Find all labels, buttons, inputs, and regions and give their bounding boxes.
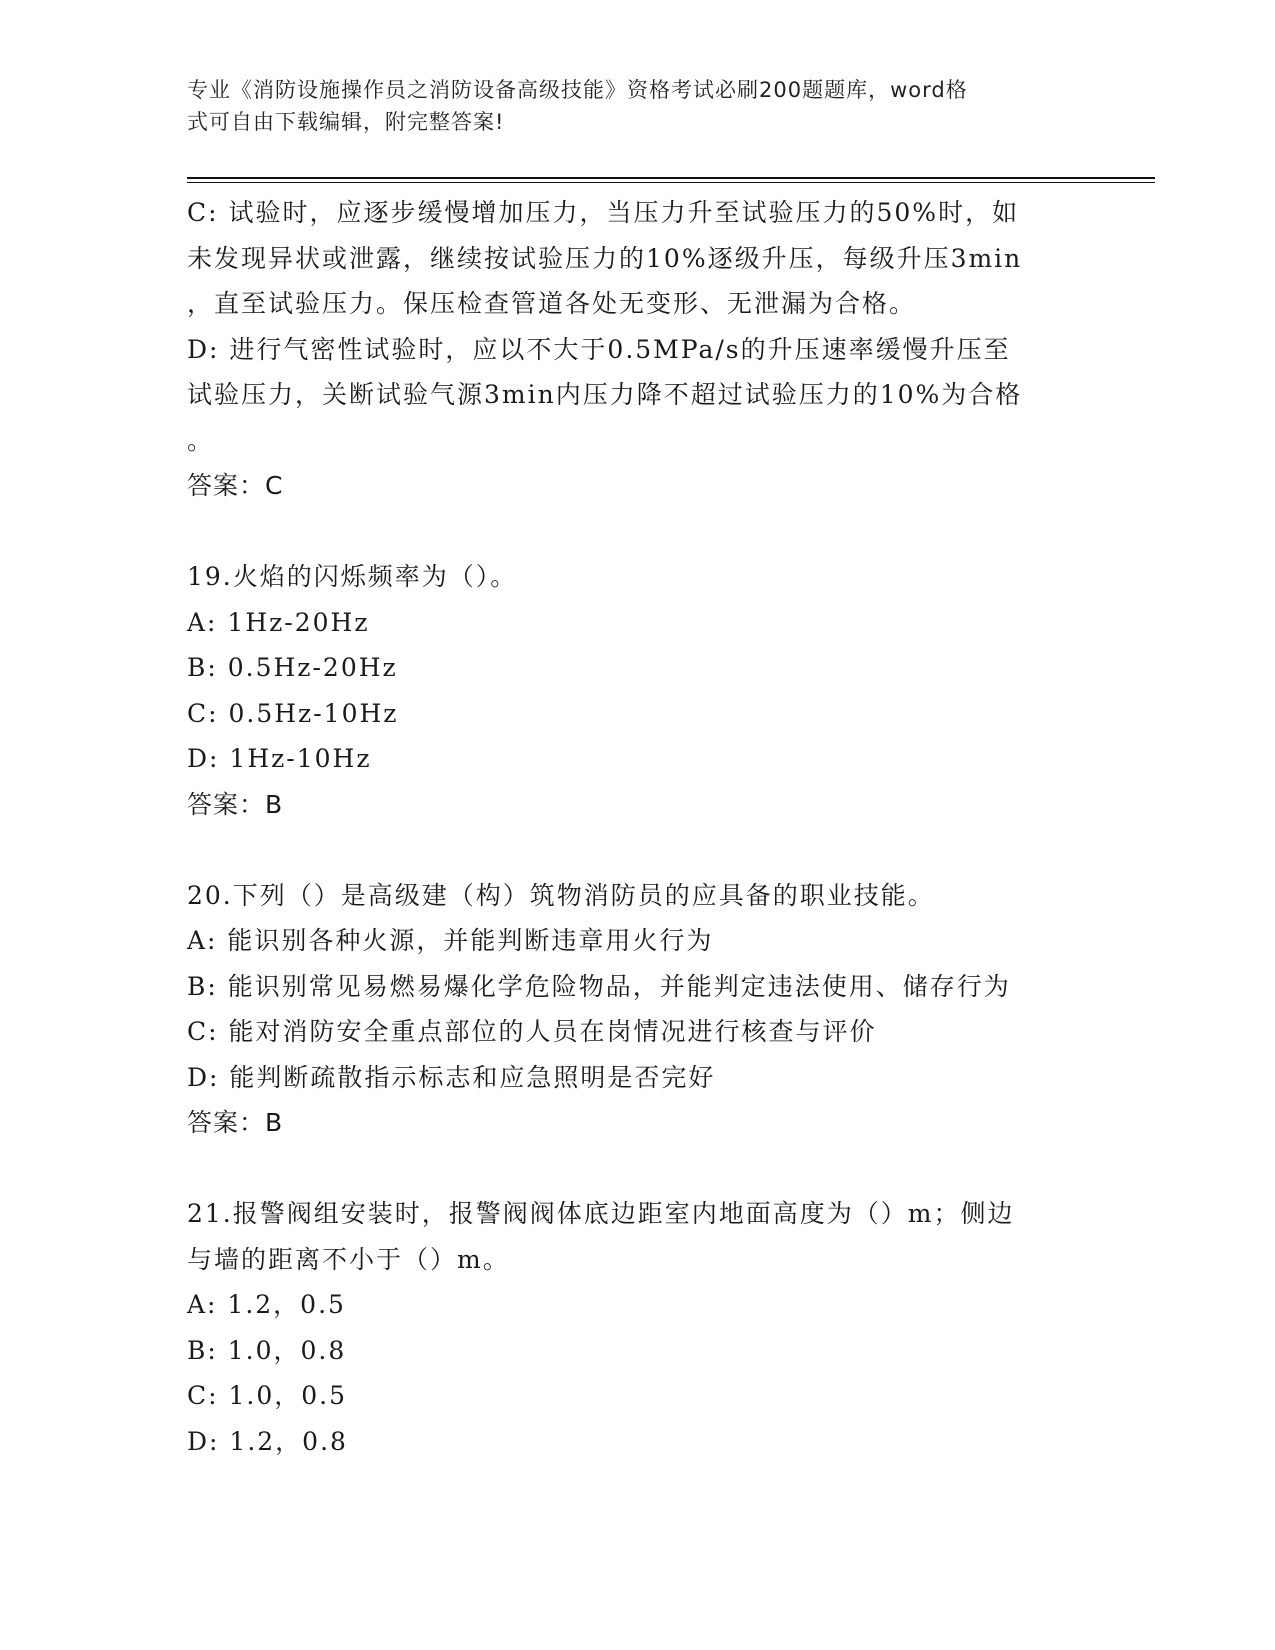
answer-line: 答案：B bbox=[187, 789, 284, 819]
header-divider bbox=[187, 177, 1155, 183]
answer-line: 答案：C bbox=[187, 471, 284, 500]
option-d-line: 试验压力，关断试验气源3min内压力降不超过试验压力的10%为合格 bbox=[187, 380, 1023, 409]
document-body bbox=[187, 190, 1087, 1464]
question-stem: 与墙的距离不小于（）m。 bbox=[187, 1244, 510, 1274]
option-a: A: 能识别各种火源，并能判断违章用火行为 bbox=[187, 926, 714, 955]
option-b: B: 1.0，0.8 bbox=[187, 1335, 347, 1365]
spacer bbox=[187, 827, 1087, 873]
question-stem: 20.下列（）是高级建（构）筑物消防员的应具备的职业技能。 bbox=[187, 880, 935, 910]
option-b: B: 能识别常见易燃易爆化学危险物品，并能判定违法使用、储存行为 bbox=[187, 971, 1011, 1001]
spacer bbox=[187, 509, 1087, 555]
option-d-line: D: 进行气密性试验时，应以不大于0.5MPa/s的升压速率缓慢升压至 bbox=[187, 334, 1011, 364]
option-c-line: C: 试验时，应逐步缓慢增加压力，当压力升至试验压力的50%时，如 bbox=[187, 198, 1020, 227]
option-c: C: 0.5Hz-10Hz bbox=[187, 698, 399, 728]
question-20 bbox=[187, 873, 1087, 1146]
option-c-line: ，直至试验压力。保压检查管道各处无变形、无泄漏为合格。 bbox=[187, 289, 917, 318]
document-header bbox=[187, 74, 1067, 138]
option-c: C: 1.0，0.5 bbox=[187, 1381, 348, 1410]
option-b: B: 0.5Hz-20Hz bbox=[187, 653, 398, 682]
option-a: A: 1Hz-20Hz bbox=[187, 607, 370, 637]
question-21 bbox=[187, 1191, 1087, 1464]
option-a: A: 1.2，0.5 bbox=[187, 1290, 346, 1319]
header-line-2: 式可自由下载编辑，附完整答案! bbox=[187, 110, 505, 134]
question-stem: 21.报警阀组安装时，报警阀阀体底边距室内地面高度为（）m；侧边 bbox=[187, 1199, 1015, 1228]
option-d-line: 。 bbox=[187, 425, 215, 455]
question-19 bbox=[187, 554, 1087, 827]
option-c: C: 能对消防安全重点部位的人员在岗情况进行核查与评价 bbox=[187, 1017, 877, 1046]
header-line-1: 专业《消防设施操作员之消防设备高级技能》资格考试必刷200题题库，word格 bbox=[187, 78, 968, 102]
question-stem: 19.火焰的闪烁频率为（）。 bbox=[187, 562, 518, 591]
option-d: D: 1Hz-10Hz bbox=[187, 744, 372, 773]
question-18-continued bbox=[187, 190, 1087, 509]
spacer bbox=[187, 1146, 1087, 1192]
option-c-line: 未发现异状或泄露，继续按试验压力的10%逐级升压，每级升压3min bbox=[187, 243, 1023, 273]
option-d: D: 能判断疏散指示标志和应急照明是否完好 bbox=[187, 1062, 716, 1092]
option-d: D: 1.2，0.8 bbox=[187, 1426, 348, 1456]
answer-line: 答案：B bbox=[187, 1108, 284, 1137]
